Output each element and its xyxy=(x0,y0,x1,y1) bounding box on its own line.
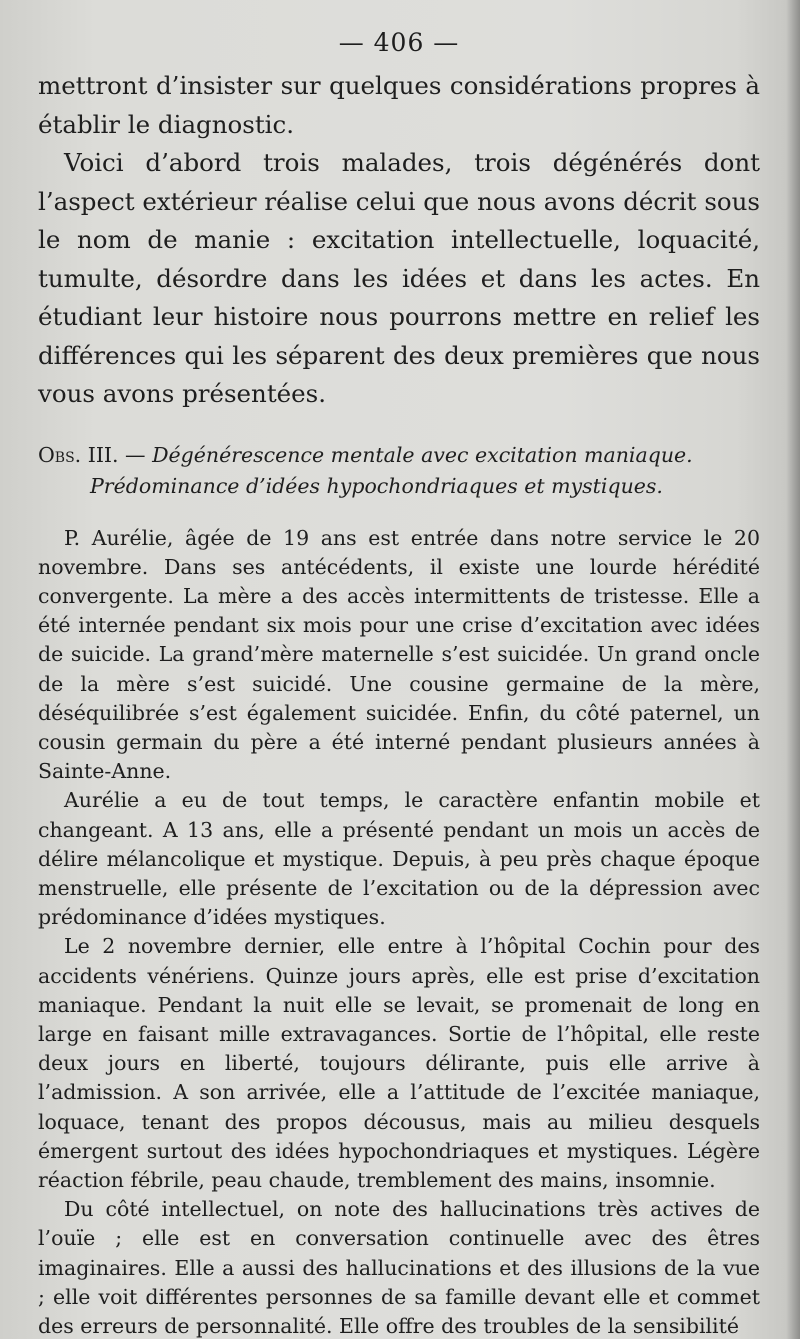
observation-dash: — xyxy=(118,442,153,467)
case-paragraph-2: Aurélie a eu de tout temps, le caractère enfantin mobile et changeant. A 13 ans, elle a présenté pendant un mois un accès de délire mélancolique et mystique. Depuis, à peu près chaque époque menstruelle, elle présente de l’excitation ou de la dépression avec prédominance d’idées mystiques. xyxy=(38,788,760,930)
page-number: — 406 — xyxy=(338,28,460,57)
intro-text xyxy=(38,67,760,414)
observation-label: Obs. III. xyxy=(38,442,119,467)
intro-paragraph-1: mettront d’insister sur quelques considérations propres à établir le diagnostic. xyxy=(38,71,760,139)
intro-paragraph-2: Voici d’abord trois malades, trois dégénérés dont l’aspect extérieur réalise celui que nous avons décrit sous le nom de manie : excitation intellectuelle, loquacité, tumulte, désordre dans les idées et dans les actes. En étudiant leur histoire nous pourrons mettre en relief les différences qui les séparent des deux premières que nous vous avons présentées. xyxy=(38,148,760,408)
observation-title-line-1: Dégénérescence mentale avec excitation maniaque. xyxy=(152,442,693,467)
observation-title-line-2: Prédominance d’idées hypochondriaques et mystiques. xyxy=(90,473,663,498)
case-paragraph-3: Le 2 novembre dernier, elle entre à l’hôpital Cochin pour des accidents vénériens. Quinze jours après, elle est prise d’excitation maniaque. Pendant la nuit elle se levait, se promenait de long en large en faisant mille extravagances. Sortie de l’hôpital, elle reste deux jours en liberté, toujours délirante, puis elle arrive à l’admission. A son arrivée, elle a l’attitude de l’excitée maniaque, loquace, tenant des propos décousus, mais au milieu desquels émergent surtout des idées hypochondriaques et mystiques. Légère réaction fébrile, peau chaude, tremblement des mains, insomnie. xyxy=(38,934,760,1192)
case-paragraph-1: P. Aurélie, âgée de 19 ans est entrée dans notre service le 20 novembre. Dans ses antécédents, il existe une lourde hérédité convergente. La mère a des accès intermittents de tristesse. Elle a été internée pendant six mois pour une crise d’excitation avec idées de suicide. La grand’mère maternelle s’est suicidée. Un grand oncle de la mère s’est suicidé. Une cousine germaine de la mère, déséquilibrée s’est également suicidée. Enfin, du côté paternel, un cousin germain du père a été interné pendant plusieurs années à Sainte-Anne. xyxy=(38,525,760,784)
case-text xyxy=(38,524,760,1339)
case-paragraph-4: Du côté intellectuel, on note des hallucinations très actives de l’ouïe ; elle est en conversation continuelle avec des êtres imaginaires. Elle a aussi des hallucinations et des illusions de la vue ; elle voit différentes personnes de sa famille devant elle et commet des erreurs de personnalité. Elle offre des troubles de la sensibilité xyxy=(38,1197,760,1338)
observation-heading xyxy=(38,440,760,502)
observation-heading-line-1 xyxy=(38,440,760,471)
